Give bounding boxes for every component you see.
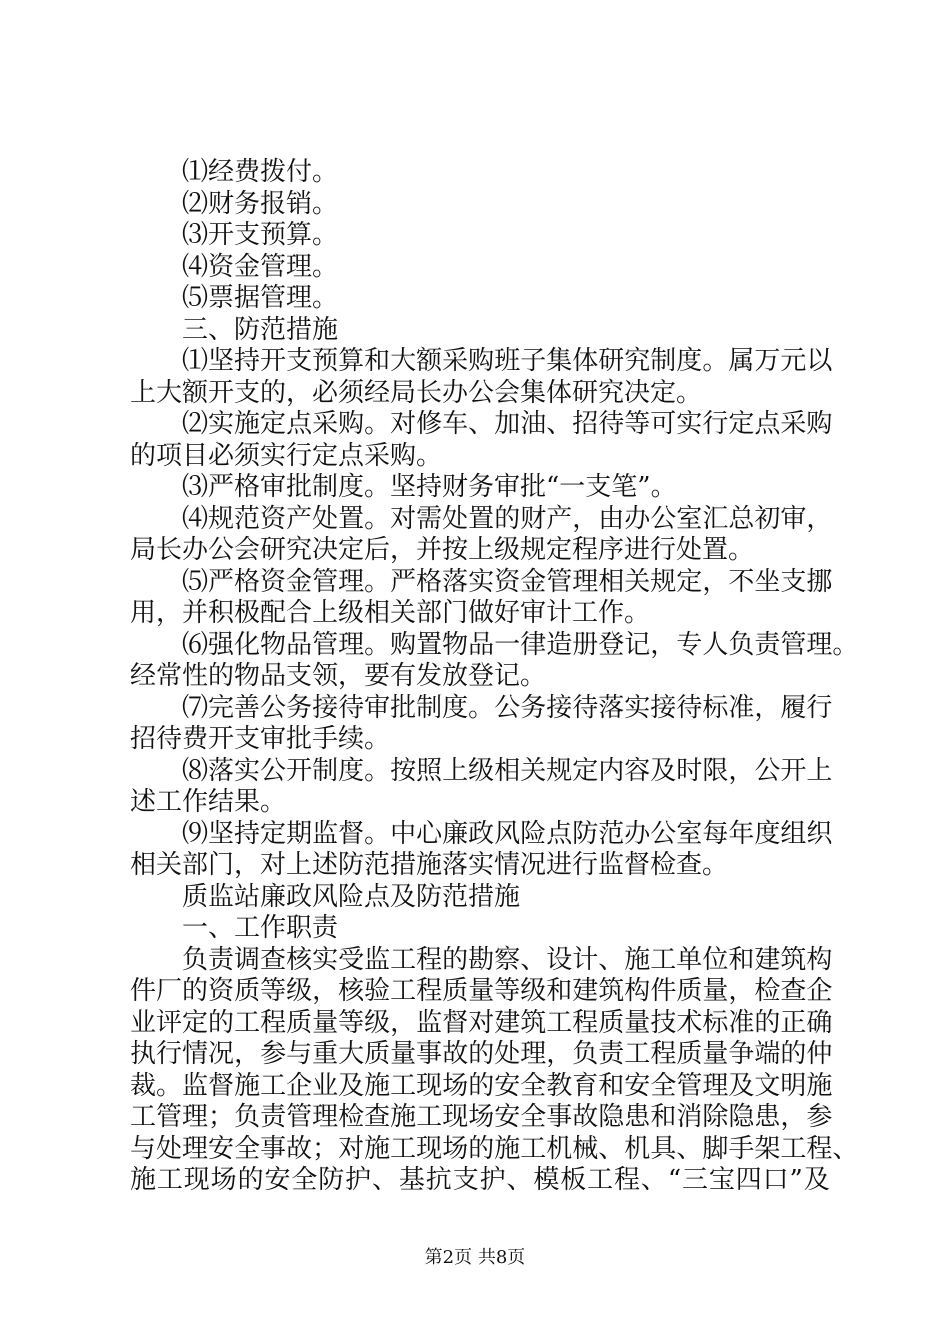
paragraph-line: 件 厂 的 资 质 等 级 ， 核 验 工 程 质 量 等 级 和 建 筑 构 件 质 量 ， 检 查 企 — [130, 976, 833, 1006]
paragraph-line: 执 行 情 况 ， 参 与 重 大 质 量 事 故 的 处 理 ， 负 责 工 程 质 量 争 端 的 仲 — [130, 1039, 833, 1069]
paragraph-line: 施 工 现 场 的 安 全 防 护 、 基 抗 支 护 、 模 板 工 程 、 “ 三 宝 四 口 ” 及 — [130, 1165, 830, 1195]
section-heading: 一、工作职责 — [182, 913, 339, 943]
paragraph-line: ⑷ 规 范 资 产 处 置 。 对 需 处 置 的 财 产 ， 由 办 公 室 汇 总 初 审 ， — [182, 503, 833, 534]
paragraph-line: ⑹ 强 化 物 品 管 理 。 购 置 物 品 一 律 造 册 登 记 ， 专 人 负 责 管 理 。 — [182, 629, 859, 660]
paragraph-line: 裁 。 监 督 施 工 企 业 及 施 工 现 场 的 安 全 教 育 和 安 全 管 理 及 文 明 施 — [130, 1070, 833, 1101]
paragraph-line: 负 责 调 查 核 实 受 监 工 程 的 勘 察 、 设 计 、 施 工 单 位 和 建 筑 构 — [182, 944, 833, 975]
paragraph-line: 用，并积极配合上级相关部门做好审计工作。 — [130, 598, 651, 628]
paragraph-line: 业 评 定 的 工 程 质 量 等 级 ， 监 督 对 建 筑 工 程 质 量 技 术 标 准 的 正 确 — [130, 1007, 833, 1038]
paragraph-line: ⑴ 坚 持 开 支 预 算 和 大 额 采 购 班 子 集 体 研 究 制 度 。 属 万 元 以 — [182, 346, 833, 376]
paragraph-line: 招待费开支审批手续。 — [130, 724, 391, 754]
document-body — [130, 157, 859, 1197]
paragraph-line: 经常性的物品支领，要有发放登记。 — [130, 661, 547, 691]
paragraph-line: 相关部门，对上述防范措施落实情况进行监督检查。 — [130, 850, 729, 880]
section-heading: 三、防范措施 — [182, 314, 339, 345]
paragraph-line: ⑸ 严 格 资 金 管 理 。 严 格 落 实 资 金 管 理 相 关 规 定 ， 不 坐 支 挪 — [182, 566, 833, 597]
list-item: ⑷资金管理。 — [182, 251, 339, 282]
paragraph-line: ⑻ 落 实 公 开 制 度 。 按 照 上 级 相 关 规 定 内 容 及 时 限 ， 公 开 上 — [182, 755, 833, 786]
paragraph-line: 与 处 理 安 全 事 故 ； 对 施 工 现 场 的 施 工 机 械 、 机 具 、 脚 手 架 工 程 、 — [130, 1133, 859, 1164]
list-item: ⑵财务报销。 — [182, 188, 339, 219]
paragraph-line: 上大额开支的，必须经局长办公会集体研究决定。 — [130, 377, 703, 408]
page-number-footer: 第2页 共8页 — [424, 1247, 526, 1268]
paragraph-line: 述工作结果。 — [130, 787, 287, 817]
paragraph-line: 工 管 理 ； 负 责 管 理 检 查 施 工 现 场 安 全 事 故 隐 患 和 消 除 隐 患 ， 参 — [130, 1102, 833, 1132]
paragraph-line: ⑼ 坚 持 定 期 监 督 。 中 心 廉 政 风 险 点 防 范 办 公 室 每 年 度 组 织 — [182, 818, 833, 849]
list-item: ⑴经费拨付。 — [182, 157, 339, 187]
section-title: 质监站廉政风险点及防范措施 — [182, 881, 521, 912]
paragraph-line: 局长办公会研究决定后，并按上级规定程序进行处置。 — [130, 535, 755, 565]
paragraph-line: ⑺ 完 善 公 务 接 待 审 批 制 度 。 公 务 接 待 落 实 接 待 标 准 ， 履 行 — [182, 692, 833, 723]
paragraph-line: ⑶严格审批制度。坚持财务审批“一支笔”。 — [182, 472, 677, 502]
list-item: ⑸票据管理。 — [182, 283, 339, 313]
paragraph-line: ⑵ 实 施 定 点 采 购 。 对 修 车 、 加 油 、 招 待 等 可 实 行 定 点 采 购 — [182, 409, 833, 439]
paragraph-line: 的项目必须实行定点采购。 — [130, 440, 443, 471]
list-item: ⑶开支预算。 — [182, 220, 339, 250]
